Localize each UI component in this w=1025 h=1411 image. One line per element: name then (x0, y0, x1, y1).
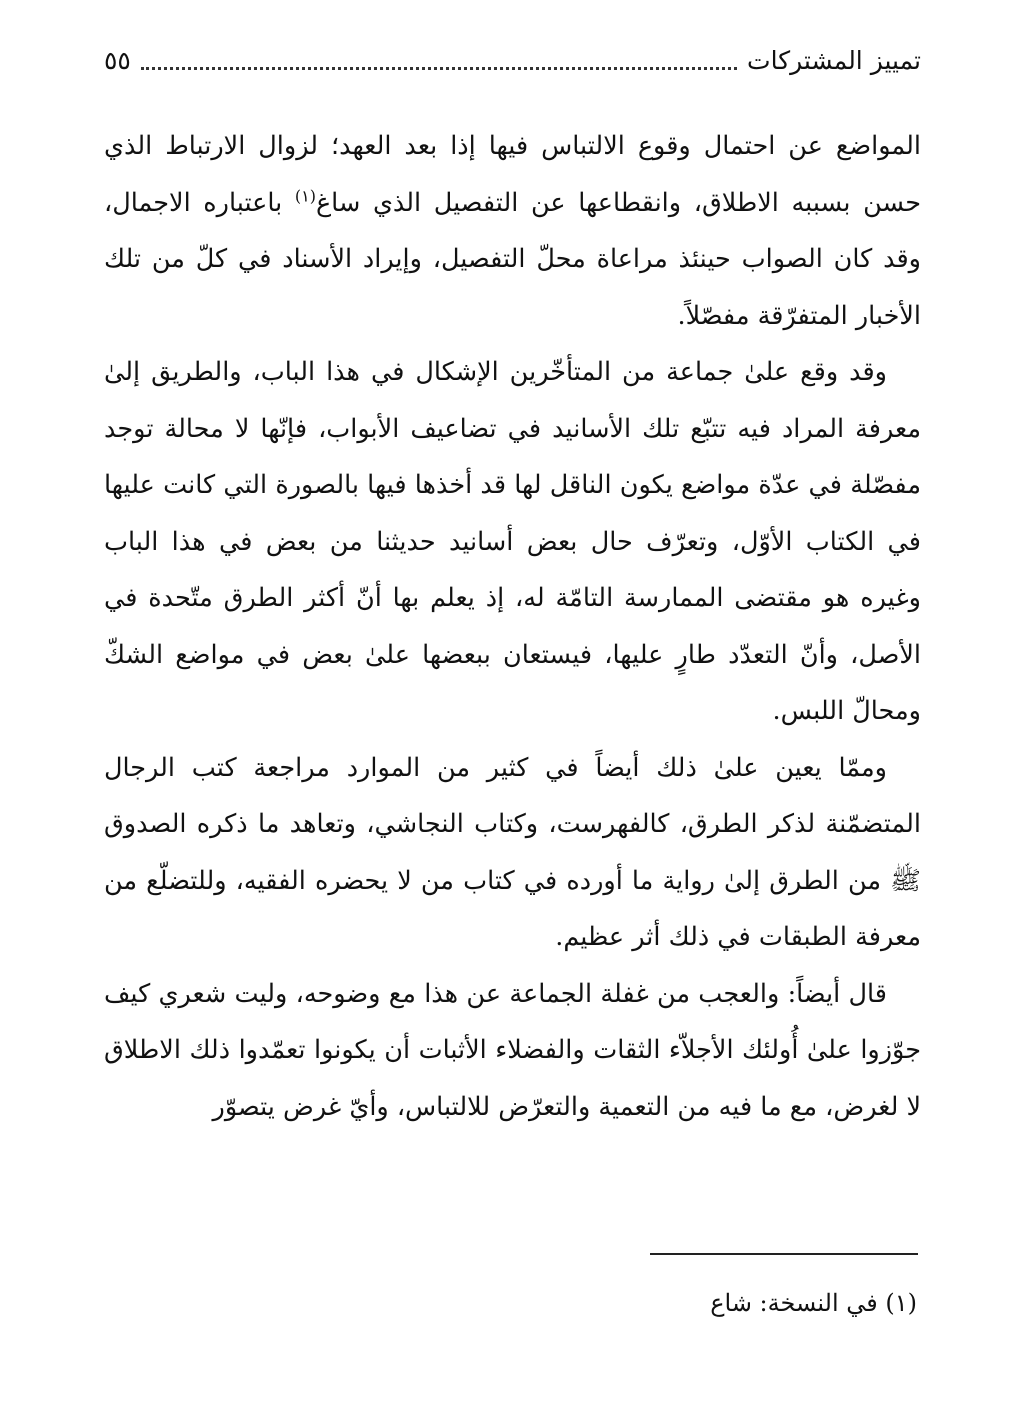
paragraph-4: قال أيضاً: والعجب من غفلة الجماعة عن هذا مع وضوحه، وليت شعري كيف جوّزوا علىٰ أُولئك الأجلاّء الثقات والفضلاء الأثبات أن يكونوا تعمّدوا ذلك الاطلاق لا لغرض، مع ما فيه من التعمية والتعرّض للالتباس، وأيّ غرض يتصوّر (104, 978, 921, 1122)
header-title: تمييز المشتركات (747, 45, 921, 75)
body-text (104, 118, 921, 1135)
footnote: (١) في النسخة: شاع (710, 1289, 917, 1317)
header-dot-leader (141, 67, 737, 70)
page-number: ٥٥ (104, 45, 131, 75)
paragraph-1 (104, 118, 921, 344)
footnote-reference: (١) (294, 186, 316, 205)
paragraph-1-text-b: باعتباره الاجمال، وقد كان الصواب حينئذ مراعاة محلّ التفصيل، وإيراد الأسناد في كلّ من تلك الأخبار المتفرّقة مفصّلاً. (104, 187, 921, 331)
paragraph-1-text-a: المواضع عن احتمال وقوع الالتباس فيها إذا بعد العهد؛ لزوال الارتباط الذي حسن بسببه الاطلاق، وانقطاعها عن التفصيل الذي ساغ (104, 131, 921, 218)
footnote-divider (650, 1253, 918, 1255)
paragraph-2: وقد وقع علىٰ جماعة من المتأخّرين الإشكال في هذا الباب، والطريق إلىٰ معرفة المراد فيه تتبّع تلك الأسانيد في تضاعيف الأبواب، فإنّها لا محالة توجد مفصّلة في عدّة مواضع يكون الناقل لها قد أخذها فيها بالصورة التي كانت عليها في الكتاب الأوّل، وتعرّف حال بعض أسانيد حديثنا من بعض في هذا الباب وغيره هو مقتضى الممارسة التامّة له، إذ يعلم بها أنّ أكثر الطرق متّحدة في الأصل، وأنّ التعدّد طارٍ عليها، فيستعان ببعضها علىٰ بعض في مواضع الشكّ ومحالّ اللبس. (104, 357, 921, 726)
running-header (104, 40, 921, 80)
paragraph-3: وممّا يعين علىٰ ذلك أيضاً في كثير من الموارد مراجعة كتب الرجال المتضمّنة لذكر الطرق، كالفهرست، وكتاب النجاشي، وتعاهد ما ذكره الصدوق ﷺ من الطرق إلىٰ رواية ما أورده في كتاب من لا يحضره الفقيه، وللتضلّع من معرفة الطبقات في ذلك أثر عظيم. (104, 752, 921, 952)
